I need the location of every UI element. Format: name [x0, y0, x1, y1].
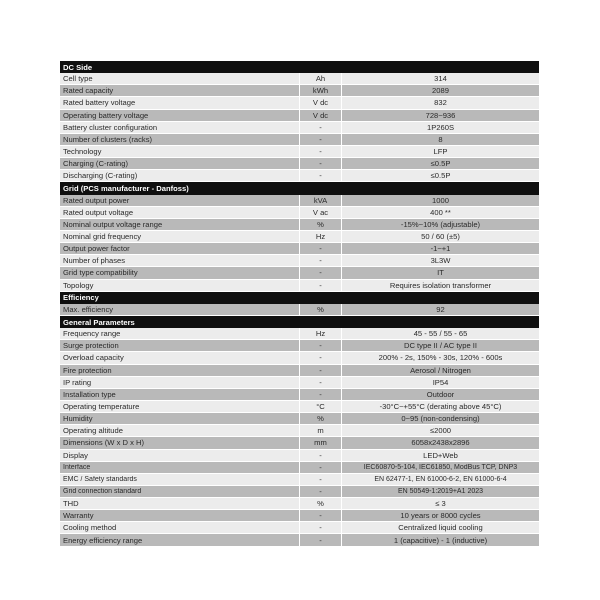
unit-cell: -	[299, 146, 342, 157]
section-header: General Parameters	[60, 316, 539, 328]
value-cell: 3L3W	[430, 256, 451, 266]
unit-cell: -	[299, 255, 342, 266]
table-row	[60, 304, 539, 316]
unit-cell: -	[299, 134, 342, 145]
unit-cell: -	[299, 377, 342, 388]
parameter-cell: Charging (C-rating)	[63, 159, 128, 169]
parameter-cell: Overload capacity	[63, 353, 124, 363]
value-cell: ≤2000	[429, 426, 452, 436]
table-row	[60, 450, 539, 462]
value-cell: 50 / 60 (±5)	[421, 232, 460, 242]
parameter-cell: Operating temperature	[63, 402, 140, 411]
value-cell: 200% - 2s, 150% - 30s, 120% - 600s	[378, 353, 503, 363]
parameter-cell: Humidity	[63, 414, 93, 424]
table-row	[60, 122, 539, 134]
value-cell: 1 (capacitive) - 1 (inductive)	[393, 535, 488, 545]
table-row	[60, 462, 539, 474]
unit-cell: mm	[299, 437, 342, 448]
table-row	[60, 474, 539, 486]
value-cell: LED+Web	[423, 450, 458, 460]
parameter-cell: Cooling method	[63, 523, 117, 533]
parameter-cell: Nominal output voltage range	[63, 219, 163, 229]
unit-cell: m	[299, 425, 342, 436]
table-row	[60, 510, 539, 522]
value-cell: 400 **	[430, 207, 451, 217]
table-row	[60, 340, 539, 352]
parameter-cell: Cell type	[63, 74, 93, 84]
parameter-cell: IP rating	[63, 377, 92, 387]
value-cell: 1P260S	[426, 122, 455, 132]
table-row	[60, 158, 539, 170]
table-row	[60, 534, 539, 546]
table-row	[60, 110, 539, 122]
table-row	[60, 280, 539, 292]
value-cell: Outdoor	[426, 389, 455, 399]
table-row	[60, 498, 539, 510]
unit-cell: -	[299, 158, 342, 169]
parameter-cell: Frequency range	[63, 329, 121, 339]
unit-cell: -	[299, 534, 342, 545]
section-header: Grid (PCS manufacturer - Danfoss)	[60, 182, 539, 194]
value-cell: LFP	[433, 147, 448, 157]
parameter-cell: Surge protection	[63, 341, 119, 351]
unit-cell: Ah	[299, 73, 342, 84]
parameter-cell: Max. efficiency	[63, 304, 114, 314]
unit-cell: kWh	[299, 85, 342, 96]
table-row	[60, 243, 539, 255]
table-row	[60, 365, 539, 377]
table-row	[60, 328, 539, 340]
value-cell: 2089	[432, 86, 449, 96]
parameter-cell: Display	[63, 450, 88, 460]
section-header: DC Side	[60, 61, 539, 73]
value-cell: -1~+1	[430, 244, 451, 254]
parameter-cell: Operating battery voltage	[63, 110, 149, 120]
value-cell: IP54	[432, 377, 449, 387]
parameter-cell: Rated capacity	[63, 86, 114, 96]
value-cell: 832	[434, 98, 447, 108]
unit-cell: -	[299, 522, 342, 533]
parameter-cell: Operating altitude	[63, 426, 123, 436]
parameter-cell: Grid type compatibility	[63, 268, 138, 278]
table-row	[60, 389, 539, 401]
value-cell: 0~95 (non-condensing)	[401, 414, 480, 424]
parameter-cell: THD	[63, 499, 79, 509]
value-cell: Requires isolation transformer	[389, 280, 492, 290]
table-row	[60, 73, 539, 85]
value-cell: 8	[438, 134, 443, 144]
value-cell: Aerosol / Nitrogen	[410, 365, 471, 375]
table-row	[60, 195, 539, 207]
value-cell: 314	[434, 74, 447, 84]
unit-cell: -	[299, 486, 342, 497]
value-cell: 6058x2438x2896	[411, 438, 470, 448]
parameter-cell: EMC / Safety standards	[63, 475, 137, 483]
table-row	[60, 267, 539, 279]
unit-cell: -	[299, 365, 342, 376]
value-cell: 1000	[432, 195, 449, 205]
parameter-cell: Grid connection standard	[63, 487, 142, 495]
value-cell: 728~936	[425, 110, 456, 120]
unit-cell: -	[299, 243, 342, 254]
unit-cell: Hz	[299, 328, 342, 339]
value-cell: ≤ 3	[435, 499, 446, 509]
value-cell: Centralized liquid cooling	[398, 523, 483, 533]
table-row	[60, 219, 539, 231]
unit-cell: -	[299, 267, 342, 278]
table-row	[60, 522, 539, 534]
unit-cell: -	[299, 462, 342, 473]
value-cell: DC type II / AC type II	[403, 341, 477, 351]
value-cell: 92	[436, 304, 445, 314]
unit-cell: %	[299, 304, 342, 315]
section-header: Efficiency	[60, 292, 539, 304]
table-row	[60, 255, 539, 267]
parameter-cell: Battery cluster configuration	[63, 122, 158, 132]
value-cell: EN 62477-1, EN 61000-6-2, EN 61000-6-4	[374, 475, 507, 483]
parameter-cell: Topology	[63, 280, 94, 290]
table-row	[60, 170, 539, 182]
unit-cell: -	[299, 389, 342, 400]
parameter-cell: Fire protection	[63, 365, 112, 375]
table-row	[60, 146, 539, 158]
parameter-cell: Output power factor	[63, 244, 130, 254]
table-row	[60, 352, 539, 364]
value-cell: ≤0.5P	[430, 159, 451, 169]
unit-cell: %	[299, 498, 342, 509]
parameter-cell: Rated output power	[63, 195, 130, 205]
value-cell: IT	[437, 268, 444, 278]
table-row	[60, 377, 539, 389]
table-row	[60, 207, 539, 219]
parameter-cell: Installation type	[63, 389, 116, 399]
value-cell: 45 - 55 / 55 - 65	[413, 329, 468, 339]
table-row	[60, 85, 539, 97]
value-cell: -15%~10% (adjustable)	[400, 219, 481, 229]
table-row	[60, 231, 539, 243]
parameter-cell: Rated battery voltage	[63, 98, 136, 108]
table-row	[60, 413, 539, 425]
table-row	[60, 97, 539, 109]
unit-cell: V ac	[299, 207, 342, 218]
table-row	[60, 425, 539, 437]
table-row	[60, 437, 539, 449]
value-cell: EN 50549-1:2019+A1 2023	[397, 487, 484, 495]
unit-cell: V dc	[299, 110, 342, 121]
parameter-cell: Discharging (C-rating)	[63, 171, 138, 181]
parameter-cell: Interface	[63, 463, 91, 471]
unit-cell: V dc	[299, 97, 342, 108]
parameter-cell: Rated output voltage	[63, 207, 134, 217]
unit-cell: -	[299, 340, 342, 351]
unit-cell: -	[299, 170, 342, 181]
parameter-cell: Warranty	[63, 511, 94, 521]
value-cell: 10 years or 8000 cycles	[400, 511, 481, 521]
unit-cell: -	[299, 474, 342, 485]
unit-cell: %	[299, 413, 342, 424]
parameter-cell: Dimensions (W x D x H)	[63, 438, 145, 448]
unit-cell: °C	[299, 401, 342, 412]
value-cell: IEC60870-5-104, IEC61850, ModBus TCP, DNP3	[363, 463, 518, 471]
unit-cell: -	[299, 280, 342, 291]
parameter-cell: Number of clusters (racks)	[63, 134, 153, 144]
value-cell: -30°C~+55°C (derating above 45°C)	[379, 402, 502, 411]
spec-table	[60, 61, 539, 547]
table-row	[60, 401, 539, 413]
unit-cell: -	[299, 450, 342, 461]
unit-cell: kVA	[299, 195, 342, 206]
unit-cell: %	[299, 219, 342, 230]
value-cell: ≤0.5P	[430, 171, 451, 181]
unit-cell: Hz	[299, 231, 342, 242]
unit-cell: -	[299, 352, 342, 363]
parameter-cell: Nominal grid frequency	[63, 232, 142, 242]
parameter-cell: Technology	[63, 147, 102, 157]
table-row	[60, 486, 539, 498]
parameter-cell: Number of phases	[63, 256, 126, 266]
unit-cell: -	[299, 510, 342, 521]
parameter-cell: Energy efficiency range	[63, 535, 143, 545]
unit-cell: -	[299, 122, 342, 133]
table-row	[60, 134, 539, 146]
